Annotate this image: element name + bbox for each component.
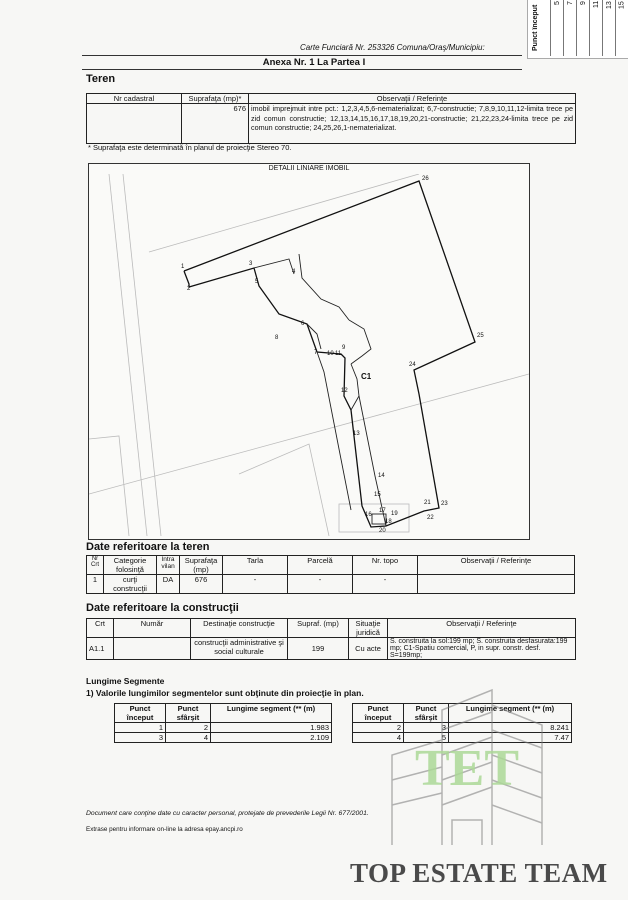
table-cell: - bbox=[353, 575, 418, 594]
plan-point-17: 17 bbox=[379, 508, 386, 514]
teren-table bbox=[86, 93, 576, 144]
footer-online-note: Extrase pentru informare on-line la adresa epay.ancpi.ro bbox=[86, 826, 243, 833]
table-cell bbox=[114, 638, 191, 660]
footer-legal-note: Document care conţine date cu caracter personal, protejate de prevederile Legii Nr. 677/2001. bbox=[86, 810, 369, 817]
col-header: Tarla bbox=[223, 556, 288, 575]
table-cell: 199 bbox=[288, 638, 349, 660]
plan-point-22: 22 bbox=[427, 515, 434, 521]
table-cell: - bbox=[288, 575, 353, 594]
corner-value: 9 bbox=[577, 0, 590, 56]
plan-point-23: 23 bbox=[441, 501, 448, 507]
table-cell: curţi construcţii bbox=[104, 575, 157, 594]
col-header: Supraf. (mp) bbox=[288, 619, 349, 638]
table-cell: 2 bbox=[166, 723, 211, 733]
table-cell: 2.109 bbox=[211, 733, 332, 743]
table-cell: 2 bbox=[353, 723, 404, 733]
plan-point-18: 18 bbox=[385, 519, 392, 525]
table-cell: 7.47 bbox=[449, 733, 572, 743]
plan-point-7: 7 bbox=[314, 350, 318, 356]
section-title-teren-ref: Date referitoare la teren bbox=[86, 541, 210, 553]
col-header: Punct sfârşit bbox=[166, 704, 211, 723]
col-header: Crt bbox=[87, 619, 114, 638]
annex-title: Anexa Nr. 1 La Partea I bbox=[262, 57, 366, 68]
col-header: Punct început bbox=[353, 704, 404, 723]
col-header: Nr cadastral bbox=[87, 94, 182, 104]
segmente-subtitle: 1) Valorile lungimilor segmentelor sunt obţinute din proiecţie în plan. bbox=[86, 688, 364, 698]
col-header: Observaţii / Referinţe bbox=[249, 94, 576, 104]
table-cell: 3 bbox=[404, 723, 449, 733]
table-cell: 1 bbox=[115, 723, 166, 733]
plan-title: DETALII LINIARE IMOBIL bbox=[268, 165, 350, 172]
plan-point-9: 9 bbox=[342, 345, 346, 351]
plan-point-25: 25 bbox=[477, 333, 484, 339]
col-header: Punct sfârşit bbox=[404, 704, 449, 723]
table-cell: 4 bbox=[353, 733, 404, 743]
plan-point-11: 11 bbox=[335, 351, 342, 357]
col-header: Observaţii / Referinţe bbox=[388, 619, 576, 638]
corner-value: 11 bbox=[590, 0, 603, 56]
table-cell: - bbox=[223, 575, 288, 594]
col-header: Categorie folosinţă bbox=[104, 556, 157, 575]
section-title-teren: Teren bbox=[86, 73, 116, 85]
plan-point-1: 1 bbox=[181, 264, 185, 270]
col-header: Lungime segment (** (m) bbox=[449, 704, 572, 723]
section-title-constructii: Date referitoare la construcţii bbox=[86, 602, 239, 614]
plan-point-16: 16 bbox=[365, 512, 372, 518]
brand-name: TOP ESTATE TEAM bbox=[350, 858, 608, 888]
plan-point-6: 6 bbox=[301, 321, 305, 327]
segmente-table-left bbox=[114, 703, 332, 743]
table-cell: 1.983 bbox=[211, 723, 332, 733]
observatii-cell: imobil imprejmuit intre pct.: 1,2,3,4,5,6-nematerializat; 6,7-constructie; 7,8,9,10,11,12-limita trece pe zid comun constructie; 12,13,14,15,16,17,18,19,20,21-constructie; 21,22,23,24-limita trece pe zid comun constructie; 24,25,26,1-nematerializat. bbox=[249, 104, 576, 144]
plan-point-8: 8 bbox=[275, 335, 279, 341]
plan-point-10: 10 bbox=[327, 351, 334, 357]
col-header: Suprafaţa (mp) bbox=[180, 556, 223, 575]
table-cell: 676 bbox=[180, 575, 223, 594]
col-header: Parcelă bbox=[288, 556, 353, 575]
plan-svg bbox=[89, 174, 529, 536]
table-cell: A1.1 bbox=[87, 638, 114, 660]
table-cell: 4 bbox=[166, 733, 211, 743]
col-header: Suprafaţa (mp)* bbox=[182, 94, 249, 104]
col-header: Număr bbox=[114, 619, 191, 638]
table-cell: S. construita la sol:199 mp; S. construita desfasurata:199 mp; C1-Spatiu comercial, P, in supr. constr. desf. S=199mp; bbox=[388, 638, 576, 660]
plan-point-21: 21 bbox=[424, 500, 431, 506]
corner-value: 15 bbox=[616, 0, 628, 56]
plan-point-20: 20 bbox=[379, 528, 386, 534]
plan-point-12: 12 bbox=[341, 388, 348, 394]
col-header: Nr Crt bbox=[87, 556, 104, 575]
header-rule bbox=[82, 55, 522, 56]
col-header: Destinaţie construcţie bbox=[191, 619, 288, 638]
plan-point-14: 14 bbox=[378, 473, 385, 479]
col-header: Observaţii / Referinţe bbox=[418, 556, 575, 575]
plan-point-3: 3 bbox=[249, 261, 253, 267]
table-cell: 5 bbox=[404, 733, 449, 743]
table-cell: 3 bbox=[115, 733, 166, 743]
col-header: Punct început bbox=[115, 704, 166, 723]
plan-point-13: 13 bbox=[353, 431, 360, 437]
plan-point-4: 4 bbox=[292, 269, 296, 275]
nr-cadastral-cell bbox=[87, 104, 182, 144]
corner-value: 7 bbox=[564, 0, 577, 56]
corner-value: 5 bbox=[551, 0, 564, 56]
annex-rule bbox=[82, 69, 522, 70]
carte-funciara-header: Carte Funciară Nr. 253326 Comuna/Oraş/Municipiu: bbox=[300, 43, 485, 52]
logo-text: TET bbox=[414, 740, 520, 797]
plan-point-26: 26 bbox=[422, 176, 429, 182]
table-cell: construcţii administrative şi social culturale bbox=[191, 638, 288, 660]
corner-header: Punct început bbox=[532, 4, 539, 52]
building-label-c1: C1 bbox=[361, 372, 372, 381]
teren-ref-table bbox=[86, 555, 575, 594]
col-header: Lungime segment (** (m) bbox=[211, 704, 332, 723]
table-cell: 8.241 bbox=[449, 723, 572, 733]
teren-footnote: * Suprafaţa este determinată în planul de proiecţie Stereo 70. bbox=[88, 143, 292, 152]
watermark-building-logo bbox=[372, 685, 558, 855]
table-cell bbox=[418, 575, 575, 594]
table-cell: Cu acte bbox=[349, 638, 388, 660]
plan-point-15: 15 bbox=[374, 492, 381, 498]
suprafata-cell: 676 bbox=[182, 104, 249, 144]
plan-point-2: 2 bbox=[187, 286, 191, 292]
corner-value: 13 bbox=[603, 0, 616, 56]
plan-point-19: 19 bbox=[391, 511, 398, 517]
constructii-table bbox=[86, 618, 576, 660]
col-header: Intra vilan bbox=[157, 556, 180, 575]
plan-drawing bbox=[88, 163, 530, 540]
plan-point-5: 5 bbox=[255, 279, 259, 285]
table-cell: DA bbox=[157, 575, 180, 594]
col-header: Situaţie juridică bbox=[349, 619, 388, 638]
col-header: Nr. topo bbox=[353, 556, 418, 575]
table-cell: 1 bbox=[87, 575, 104, 594]
plan-point-24: 24 bbox=[409, 362, 416, 368]
segmente-title: Lungime Segmente bbox=[86, 676, 165, 686]
corner-table-stub bbox=[527, 0, 628, 59]
